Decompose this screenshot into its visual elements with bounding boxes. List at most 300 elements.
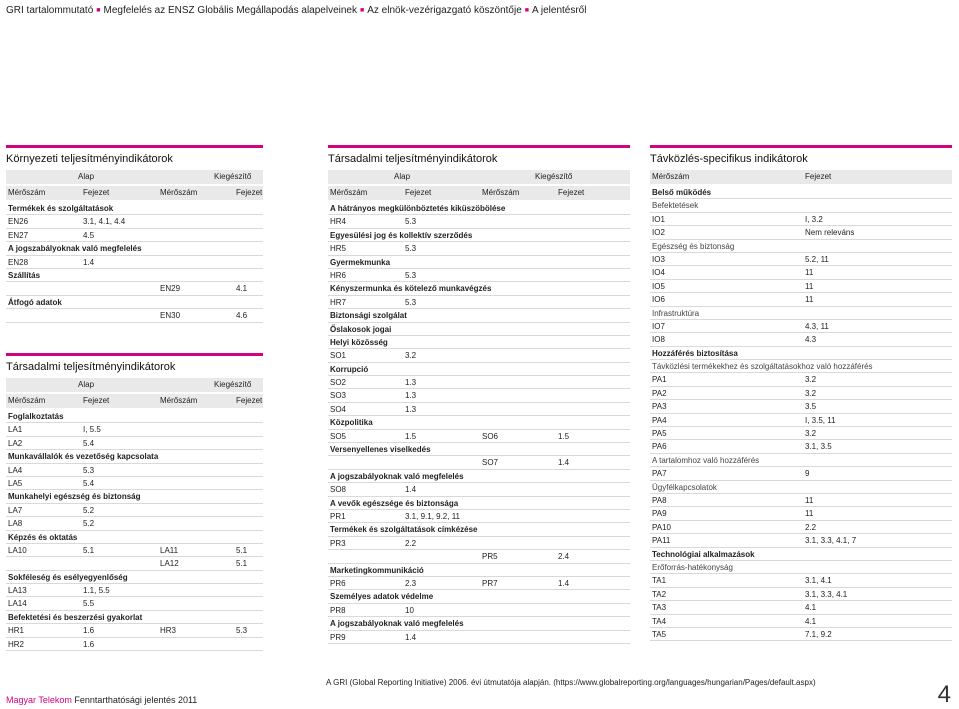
indicator-code: SO8 (330, 485, 347, 495)
group-label: A vevők egészsége és biztonsága (330, 498, 459, 508)
table-group-heading (650, 307, 952, 320)
table-group-heading (650, 561, 952, 574)
indicator-code: IO4 (652, 268, 665, 278)
table-header-row (328, 186, 630, 200)
chapter-reference: 5.3 (236, 626, 248, 636)
table-row (650, 373, 952, 386)
indicator-code: PR1 (330, 511, 346, 521)
indicator-code: TA5 (652, 629, 667, 639)
table-row (650, 253, 952, 266)
table-group-heading (650, 454, 952, 467)
chapter-reference: 11 (805, 295, 814, 305)
group-label: Egyesülési jog és kollektív szerződés (330, 230, 473, 240)
table-row (6, 437, 263, 450)
chapter-reference: 5.3 (405, 270, 417, 280)
table-row (328, 403, 630, 416)
chapter-reference: 2.3 (405, 578, 417, 588)
breadcrumb-link-report[interactable]: A jelentésről (531, 5, 587, 16)
chapter-reference: 5.3 (405, 244, 417, 254)
table-row (6, 423, 263, 436)
group-label: Munkavállalók és vezetőség kapcsolata (8, 452, 159, 462)
group-label: Foglalkoztatás (8, 412, 64, 421)
table-row (650, 521, 952, 534)
chapter-reference: 3.2 (405, 351, 417, 361)
breadcrumb-separator: ■ (359, 7, 365, 14)
chapter-reference: 3.2 (805, 375, 817, 385)
chapter-reference: 2.2 (805, 522, 817, 532)
chapter-reference: 5.3 (405, 217, 417, 227)
table-group-heading (328, 470, 630, 483)
group-label: Személyes adatok védelme (330, 592, 434, 602)
page-number: 4 (937, 681, 951, 708)
indicator-code: PR7 (482, 578, 498, 588)
footer-brand: Magyar Telekom (6, 695, 72, 705)
table-header-row (6, 186, 263, 200)
group-label: Képzés és oktatás (8, 532, 78, 542)
chapter-reference: I, 3.5, 11 (805, 415, 836, 425)
group-label: Biztonsági szolgálat (330, 311, 407, 321)
table-group-heading (650, 347, 952, 360)
indicator-code: HR5 (330, 244, 347, 254)
chapter-reference: 1.3 (405, 378, 417, 388)
column-header: Mérőszám (160, 396, 198, 405)
group-label: A tartalomhoz való hozzáférés (652, 455, 760, 465)
chapter-reference: 11 (805, 509, 814, 519)
chapter-reference: 1.4 (558, 458, 570, 468)
table-row (650, 601, 952, 614)
table-row (650, 467, 952, 480)
indicator-code: SO1 (330, 351, 347, 361)
section-title: Társadalmi teljesítményindikátorok (328, 145, 630, 170)
indicator-code: LA4 (8, 465, 23, 475)
group-label: Termékek és szolgáltatások címkézése (330, 525, 478, 535)
chapter-reference: 5.1 (236, 559, 248, 569)
table-group-heading (650, 199, 952, 212)
indicator-code: PA1 (652, 375, 667, 385)
table-row (650, 534, 952, 547)
table-row (6, 517, 263, 530)
indicator-code: SO7 (482, 458, 499, 468)
indicator-code: EN26 (8, 217, 29, 227)
table-row (650, 280, 952, 293)
indicator-code: EN30 (160, 311, 181, 321)
indicator-code: SO6 (482, 431, 499, 441)
chapter-reference: 1.1, 5.5 (83, 586, 110, 596)
section-title: Környezeti teljesítményindikátorok (6, 145, 263, 170)
indicator-code: PA3 (652, 402, 667, 412)
indicator-code: IO3 (652, 254, 665, 264)
chapter-reference: 5.2 (83, 519, 95, 529)
table-row (650, 588, 952, 601)
chapter-reference: 1.5 (558, 431, 570, 441)
table-row (650, 213, 952, 226)
section-title: Távközlés-specifikus indikátorok (650, 145, 952, 170)
table-group-heading (328, 202, 630, 215)
table-group-heading (6, 611, 263, 624)
chapter-reference: 1.3 (405, 404, 417, 414)
indicator-code: PA9 (652, 509, 667, 519)
group-label: Befektetési és beszerzési gyakorlat (8, 612, 143, 622)
indicator-code: SO5 (330, 431, 347, 441)
chapter-reference: Nem releváns (805, 228, 855, 238)
indicator-code: PA2 (652, 388, 667, 398)
group-label: Munkahelyi egészség és biztonság (8, 492, 141, 502)
table-group-heading (328, 323, 630, 336)
group-label: Őslakosok jogai (330, 324, 392, 334)
table-row (328, 242, 630, 255)
table-group-heading (6, 531, 263, 544)
group-label: Befektetések (652, 201, 699, 211)
group-label: A hátrányos megkülönböztetés kiküszöbölése (330, 204, 506, 213)
indicator-code: HR3 (160, 626, 177, 636)
indicator-code: TA3 (652, 603, 667, 613)
table-row (6, 282, 263, 295)
table-row (650, 414, 952, 427)
table-row (650, 628, 952, 641)
table-group-heading (328, 282, 630, 295)
group-label: Távközlési termékekhez és szolgáltatásokhoz való hozzáférés (652, 362, 873, 372)
breadcrumb-link-ensz[interactable]: Megfelelés az ENSZ Globális Megállapodás alapelveinek (103, 5, 357, 16)
column-header: Mérőszám (652, 172, 690, 181)
column-header: Fejezet (83, 396, 110, 405)
indicator-code: PA8 (652, 495, 667, 505)
table-row (328, 456, 630, 469)
column-header: Fejezet (236, 396, 263, 405)
chapter-reference: I, 5.5 (83, 425, 101, 435)
table-header-row (6, 378, 263, 392)
chapter-reference: 3.1, 9.1, 9.2, 11 (405, 511, 461, 521)
indicator-code: IO1 (652, 214, 665, 224)
chapter-reference: 5.1 (83, 545, 95, 555)
chapter-reference: 5.3 (405, 297, 417, 307)
table-group-heading (328, 497, 630, 510)
table-row (6, 544, 263, 557)
chapter-reference: 11 (805, 268, 814, 278)
indicator-code: HR7 (330, 297, 347, 307)
table-row (328, 510, 630, 523)
group-label: A jogszabályoknak való megfelelés (330, 619, 464, 629)
indicator-code: LA11 (160, 545, 179, 555)
indicator-code: PR6 (330, 578, 346, 588)
table-row (328, 215, 630, 228)
chapter-reference: 3.1, 4.1 (805, 576, 832, 586)
footer-report-title: Fenntarthatósági jelentés 2011 (74, 695, 198, 705)
environmental-indicators-table (6, 145, 263, 323)
table-row (650, 574, 952, 587)
chapter-reference: 5.1 (236, 545, 248, 555)
table-row (328, 389, 630, 402)
indicator-code: PA5 (652, 429, 667, 439)
column-header: Fejezet (805, 172, 832, 181)
chapter-reference: 1.6 (83, 639, 95, 649)
chapter-reference: 4.1 (805, 603, 817, 613)
column-header: Alap (394, 172, 411, 181)
table-group-heading (6, 296, 263, 309)
group-label: Hozzáférés biztosítása (652, 348, 738, 358)
table-group-heading (650, 481, 952, 494)
breadcrumb-link-gri[interactable]: GRI tartalommutató (6, 5, 94, 16)
table-row (650, 507, 952, 520)
group-label: Erőforrás-hatékonyság (652, 562, 733, 572)
table-row (6, 256, 263, 269)
table-row (328, 349, 630, 362)
table-group-heading (328, 416, 630, 429)
indicator-code: IO2 (652, 228, 665, 238)
group-label: Ügyfélkapcsolatok (652, 482, 717, 492)
column-header: Fejezet (558, 188, 585, 197)
indicator-code: EN28 (8, 257, 29, 267)
telecom-indicators-table (650, 145, 952, 641)
indicator-code: TA4 (652, 616, 667, 626)
column-header: Kiegészítő (214, 172, 252, 181)
indicator-code: HR1 (8, 626, 25, 636)
breadcrumb-separator: ■ (524, 7, 529, 14)
table-row (650, 226, 952, 239)
indicator-code: PA10 (652, 522, 671, 532)
chapter-reference: 4.1 (236, 284, 248, 294)
group-label: Szállítás (8, 270, 41, 280)
table-group-heading (328, 336, 630, 349)
group-label: Egészség és biztonság (652, 241, 735, 251)
chapter-reference: 3.1, 3.3, 4.1 (805, 589, 848, 599)
indicator-code: LA1 (8, 425, 23, 435)
table-group-heading (6, 410, 263, 423)
indicator-code: LA7 (8, 505, 23, 515)
table-row (328, 550, 630, 563)
table-row (650, 333, 952, 346)
breadcrumb-separator: ■ (96, 7, 101, 14)
column-header: Alap (78, 172, 95, 181)
group-label: A jogszabályoknak való megfelelés (8, 244, 142, 254)
indicator-code: PA6 (652, 442, 667, 452)
breadcrumb (6, 5, 586, 16)
table-row (6, 504, 263, 517)
column-header: Mérőszám (8, 396, 46, 405)
table-row (650, 293, 952, 306)
column-header: Kiegészítő (214, 380, 252, 389)
chapter-reference: 3.2 (805, 388, 817, 398)
group-label: Marketingkommunikáció (330, 565, 424, 575)
indicator-code: HR6 (330, 270, 347, 280)
indicator-code: HR4 (330, 217, 347, 227)
table-row (328, 631, 630, 644)
table-group-heading (328, 256, 630, 269)
column-header: Mérőszám (482, 188, 520, 197)
group-label: Technológiai alkalmazások (652, 549, 755, 559)
group-label: Gyermekmunka (330, 257, 391, 267)
indicator-code: PR8 (330, 605, 346, 615)
indicator-code: PA4 (652, 415, 667, 425)
chapter-reference: 3.1, 3.3, 4.1, 7 (805, 536, 857, 546)
table-group-heading (328, 443, 630, 456)
table-row (650, 320, 952, 333)
table-row (650, 266, 952, 279)
table-row (650, 427, 952, 440)
table-header-row (328, 170, 630, 184)
column-header: Fejezet (236, 188, 263, 197)
table-header-row (6, 170, 263, 184)
indicator-code: IO5 (652, 281, 665, 291)
table-row (650, 400, 952, 413)
chapter-reference: 1.4 (405, 485, 417, 495)
table-row (328, 296, 630, 309)
table-group-heading (650, 548, 952, 561)
table-row (328, 269, 630, 282)
chapter-reference: 5.2, 11 (805, 254, 829, 264)
table-group-heading (650, 360, 952, 373)
chapter-reference: 4.5 (83, 230, 95, 240)
table-group-heading (328, 523, 630, 536)
group-label: Helyi közösség (330, 337, 388, 347)
table-row (6, 477, 263, 490)
table-row (6, 215, 263, 228)
indicator-code: SO2 (330, 378, 347, 388)
indicator-code: LA8 (8, 519, 23, 529)
table-row (328, 430, 630, 443)
chapter-reference: 1.4 (405, 632, 417, 642)
chapter-reference: 1.5 (405, 431, 417, 441)
group-label: Kényszermunka és kötelező munkavégzés (330, 284, 492, 294)
chapter-reference: 2.4 (558, 552, 570, 562)
chapter-reference: 5.5 (83, 599, 95, 609)
group-label: Versenyellenes viselkedés (330, 445, 431, 455)
social-indicators-table (328, 145, 630, 644)
indicator-code: PR5 (482, 552, 498, 562)
table-group-heading (6, 450, 263, 463)
group-label: Belső működés (652, 188, 712, 197)
group-label: Sokféleség és esélyegyenlőség (8, 572, 128, 582)
indicator-code: IO6 (652, 295, 665, 305)
indicator-code: SO3 (330, 391, 347, 401)
chapter-reference: 1.6 (83, 626, 95, 636)
table-row (650, 494, 952, 507)
chapter-reference: 5.4 (83, 478, 95, 488)
table-row (6, 584, 263, 597)
chapter-reference: 10 (405, 605, 414, 615)
group-label: Termékek és szolgáltatások (8, 204, 114, 213)
chapter-reference: 5.4 (83, 438, 95, 448)
chapter-reference: 4.6 (236, 311, 248, 321)
table-row (650, 440, 952, 453)
table-row (328, 483, 630, 496)
chapter-reference: 1.3 (405, 391, 417, 401)
chapter-reference: 1.4 (83, 257, 95, 267)
indicator-code: EN29 (160, 284, 181, 294)
breadcrumb-link-ceo[interactable]: Az elnök-vezérigazgató köszöntője (367, 5, 522, 16)
indicator-code: HR2 (8, 639, 25, 649)
indicator-code: IO8 (652, 335, 665, 345)
indicator-code: TA1 (652, 576, 667, 586)
table-group-heading (6, 490, 263, 503)
chapter-reference: 4.3, 11 (805, 321, 829, 331)
chapter-reference: 3.1, 4.1, 4.4 (83, 217, 126, 227)
table-header-row (650, 170, 952, 184)
table-group-heading (328, 617, 630, 630)
table-group-heading (6, 269, 263, 282)
table-group-heading (328, 309, 630, 322)
group-label: Átfogó adatok (8, 297, 62, 307)
column-header: Mérőszám (8, 188, 46, 197)
table-row (650, 615, 952, 628)
table-group-heading (650, 186, 952, 199)
indicator-code: LA13 (8, 586, 27, 596)
table-group-heading (328, 229, 630, 242)
indicator-code: LA5 (8, 478, 23, 488)
indicator-code: SO4 (330, 404, 347, 414)
chapter-reference: 3.1, 3.5 (805, 442, 832, 452)
table-row (6, 229, 263, 242)
table-row (328, 577, 630, 590)
indicator-code: PR9 (330, 632, 346, 642)
table-group-heading (6, 242, 263, 255)
chapter-reference: 9 (805, 469, 810, 479)
table-group-heading (328, 363, 630, 376)
group-label: Közpolitika (330, 418, 373, 428)
indicator-code: PR3 (330, 538, 346, 548)
chapter-reference: 11 (805, 495, 814, 505)
chapter-reference: 5.2 (83, 505, 95, 515)
column-header: Fejezet (405, 188, 432, 197)
indicator-code: LA14 (8, 599, 27, 609)
table-row (6, 624, 263, 637)
table-header-row (6, 394, 263, 408)
chapter-reference: 4.3 (805, 335, 817, 345)
indicator-code: LA12 (160, 559, 179, 569)
chapter-reference: 7.1, 9.2 (805, 629, 832, 639)
group-label: Infrastruktúra (652, 308, 700, 318)
column-header: Mérőszám (330, 188, 368, 197)
table-row (6, 638, 263, 651)
table-row (328, 376, 630, 389)
chapter-reference: 5.3 (83, 465, 95, 475)
chapter-reference: 2.2 (405, 538, 417, 548)
indicator-code: EN27 (8, 230, 29, 240)
table-group-heading (328, 564, 630, 577)
table-row (328, 604, 630, 617)
column-header: Fejezet (83, 188, 110, 197)
social-indicators-table-left (6, 353, 263, 651)
chapter-reference: 4.1 (805, 616, 817, 626)
group-label: A jogszabályoknak való megfelelés (330, 471, 464, 481)
chapter-reference: 3.5 (805, 402, 817, 412)
table-group-heading (6, 571, 263, 584)
table-row (6, 309, 263, 322)
indicator-code: LA2 (8, 438, 23, 448)
table-row (6, 557, 263, 570)
indicator-code: PA7 (652, 469, 667, 479)
footnote: A GRI (Global Reporting Initiative) 2006. évi útmutatója alapján. (https://www.globalreporting.org/languages/hungarian/Pages/default.aspx) (326, 678, 816, 687)
indicator-code: PA11 (652, 536, 671, 546)
chapter-reference: 3.2 (805, 429, 817, 439)
table-group-heading (6, 202, 263, 215)
chapter-reference: I, 3.2 (805, 214, 823, 224)
group-label: Korrupció (330, 364, 369, 374)
column-header: Kiegészítő (535, 172, 573, 181)
table-group-heading (650, 240, 952, 253)
chapter-reference: 1.4 (558, 578, 570, 588)
footer (6, 695, 197, 705)
indicator-code: IO7 (652, 321, 665, 331)
section-title: Társadalmi teljesítményindikátorok (6, 353, 263, 378)
table-row (6, 464, 263, 477)
table-row (328, 537, 630, 550)
table-group-heading (328, 590, 630, 603)
column-header: Mérőszám (160, 188, 198, 197)
indicator-code: TA2 (652, 589, 667, 599)
table-row (6, 597, 263, 610)
indicator-code: LA10 (8, 545, 27, 555)
column-header: Alap (78, 380, 95, 389)
